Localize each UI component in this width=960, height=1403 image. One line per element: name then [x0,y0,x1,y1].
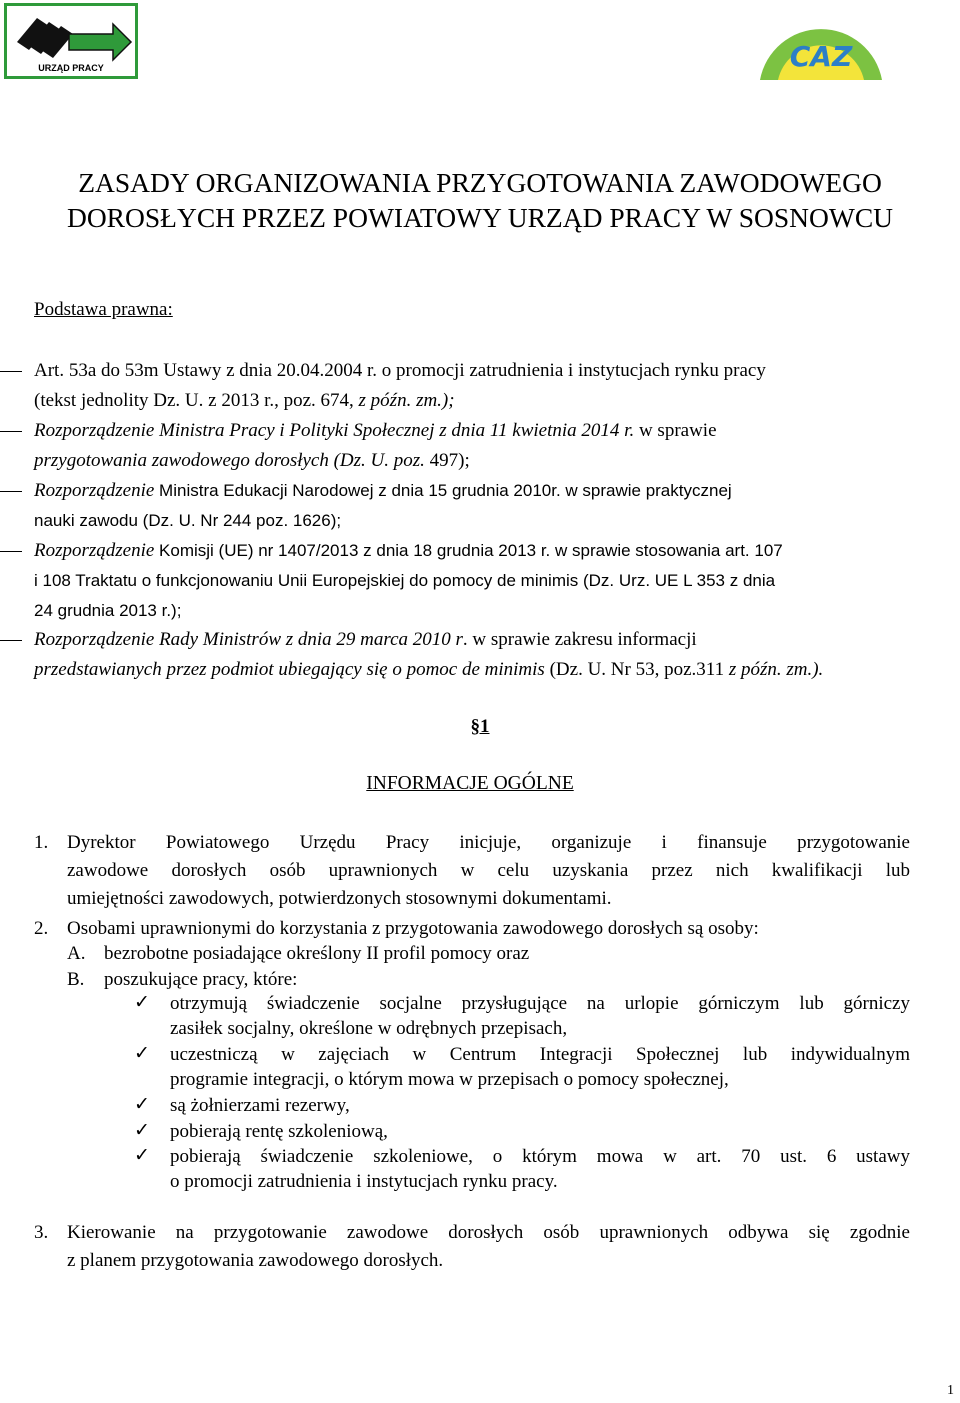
caz-text: CAZ [789,40,853,73]
logo-label: URZĄD PRACY [38,63,104,73]
legal-basis-heading: Podstawa prawna: [34,299,173,320]
dash-bullet [0,640,22,641]
urzad-pracy-logo [4,3,138,79]
check-icon: ✓ [134,992,150,1013]
point-2-b-label: B. [67,969,85,990]
paragraph-marker: §1 [470,716,490,737]
check-item: pobierają rentę szkoleniową, [170,1121,388,1142]
dash-bullet [0,431,22,432]
check-item: otrzymują świadczenie socjalne przysługujące na urlopie górniczym lub górniczy zasiłek socjalny, określone w odrębnych przepisach, [170,993,910,1039]
document-page: URZĄD PRACY CAZ ZASADY ORGANIZOWANIA PRZYGOTOWANIA ZAWODOWEGO DOROSŁYCH PRZEZ POWIATOWY URZĄD PRACY W SOSNOWCU Podstawa prawna: Art. 53a do 53m Ustawy z dnia 20.04.2004 r. o promocji zatrudnienia i instytucjach rynku pracy (tekst jednolity Dz. U. z 2013 r., poz. 674, z późn. zm.); Rozporządzenie Ministra Pracy i Polityki Społecznej z dnia 11 kwietnia 2014 r. w sprawie przygotowania zawodowego dorosłych (Dz. U. poz. 497); Rozporządzenie Ministra Edukacji Narodowej z dnia 15 grudnia 2010r. w sprawie praktycznej nauki zawodu (Dz. U. Nr 244 poz. 1626); Rozporządzenie Komisji (UE) nr 1407/2013 z dnia 18 grudnia 2013 r. w sprawie stosowania art. 107 i 108 Traktatu o funkcjonowaniu Unii Europejskiej do pomocy de minimis (Dz. Urz. UE L 353 z dnia 24 grudnia 2013 r.); Rozporządzenie Rady Ministrów z dnia 29 marca 2010 r. w sprawie zakresu informacji przedstawianych przez podmiot ubiegający się o pomoc de minimis (Dz. U. Nr 53, poz.311 z późn. zm.). §1 INFORMACJE OGÓLNE 1. Dyrektor Powiatowego Urzędu Pracy inicjuje, organizuje i finansuje przygotowanie zawodowe dorosłych osób uprawnionych w celu uzyskania przez nich kwalifikacji lub umiejętności zawodowych, potwierdzonych stosownymi dokumentami. 2. Osobami uprawnionymi do korzystania z przygotowania zawodowego dorosłych są osoby: A. bezrobotne posiadające określony II profil pomocy oraz B. poszukujące pracy, które: ✓ otrzymują świadczenie socjalne przysługujące na urlopie górniczym lub górniczy zasiłek socjalny, określone w odrębnych przepisach, ✓ uczestniczą w zajęciach w Centrum Integracji Społecznej lub indywidualnym programie integracji, o którym mowa w przepisach o pomocy społecznej, ✓ są żołnierzami rezerwy, ✓ pobierają rentę szkoleniową, ✓ pobierają świadczenie szkoleniowe, o którym mowa w art. 70 ust. 6 ustawy o promocji zatrudnienia i instytucjach rynku pracy. 3. Kierowanie na przygotowanie zawodowe dorosłych osób uprawnionych odbywa się zgodnie z planem przygotowania zawodowego dorosłych. 1 [0,0,960,1403]
dash-bullet [0,491,22,492]
page-number: 1 [947,1383,954,1398]
check-icon: ✓ [134,1043,150,1064]
check-icon: ✓ [134,1094,150,1115]
check-item: pobierają świadczenie szkoleniowe, o którym mowa w art. 70 ust. 6 ustawy o promocji zatrudnienia i instytucjach rynku pracy. [170,1146,910,1192]
point-2-a-label: A. [67,943,86,964]
caz-logo [752,2,890,82]
dash-bullet [0,551,22,552]
cards-arrow-icon [15,12,133,64]
check-item: uczestniczą w zajęciach w Centrum Integracji Społecznej lub indywidualnym programie integracji, o którym mowa w przepisach o pomocy społecznej, [170,1044,910,1090]
point-2-a-text: bezrobotne posiadające określony II profil pomocy oraz [104,943,530,964]
title-line-1: ZASADY ORGANIZOWANIA PRZYGOTOWANIA ZAWODOWEGO [78,167,882,198]
check-item: są żołnierzami rezerwy, [170,1095,350,1116]
title-line-2: DOROSŁYCH PRZEZ POWIATOWY URZĄD PRACY W SOSNOWCU [66,202,894,233]
point-2-b-text: poszukujące pracy, które: [104,969,298,990]
check-icon: ✓ [134,1145,150,1166]
dash-bullet [0,371,22,372]
section-title: INFORMACJE OGÓLNE [366,773,574,794]
check-icon: ✓ [134,1120,150,1141]
document-title [10,165,950,235]
